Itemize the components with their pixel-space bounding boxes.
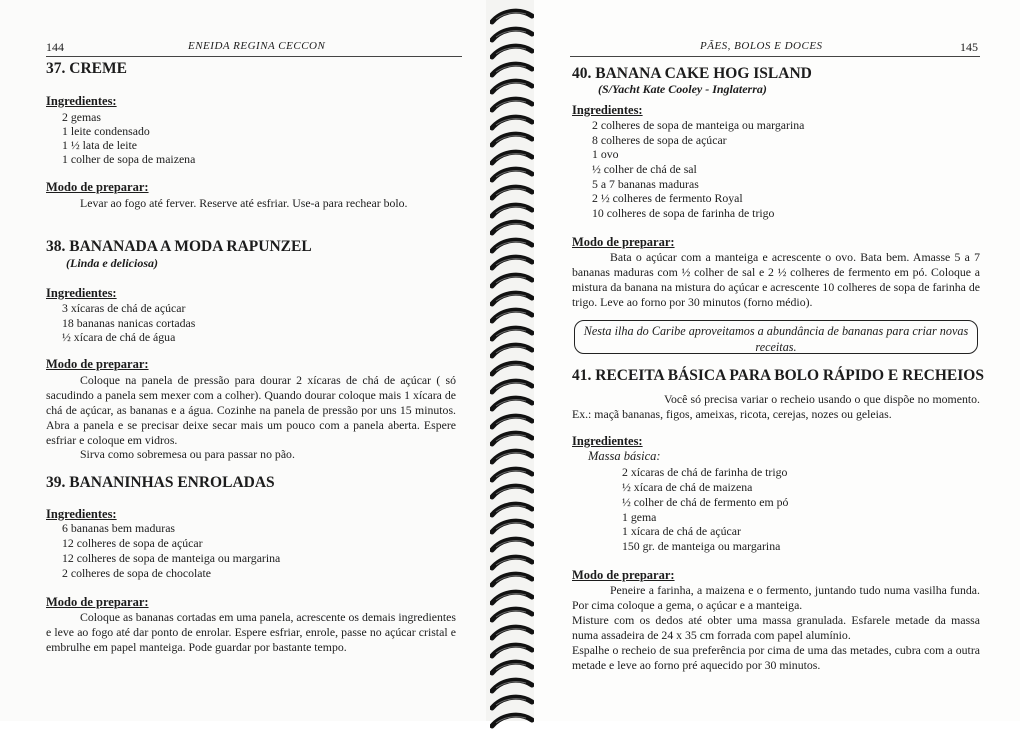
recipe-41-intro: Você só precisa variar o recheio usando o que dispõe no momento. Ex.: maçã bananas, figos, ameixas, ricota, cerejas, nozes ou geleias. bbox=[572, 392, 980, 421]
recipe-40-ingredient: 1 ovo bbox=[592, 147, 619, 161]
recipe-38-subtitle: (Linda e deliciosa) bbox=[66, 256, 158, 270]
recipe-41-ingredient: ½ xícara de chá de maizena bbox=[622, 480, 753, 494]
recipe-40-subtitle: (S/Yacht Kate Cooley - Inglaterra) bbox=[598, 82, 767, 96]
recipe-39-ingredients-label: Ingredientes: bbox=[46, 507, 117, 521]
recipe-41-ingredient: 1 xícara de chá de açúcar bbox=[622, 524, 741, 538]
recipe-41-massa-label: Massa básica: bbox=[588, 449, 661, 463]
spiral-binding bbox=[486, 0, 534, 721]
recipe-37-ingredients-label: Ingredientes: bbox=[46, 94, 117, 108]
recipe-41-prep-label: Modo de preparar: bbox=[572, 568, 675, 582]
recipe-41-ingredient: 1 gema bbox=[622, 510, 657, 524]
recipe-38-ingredient: 3 xícaras de chá de açúcar bbox=[62, 301, 186, 315]
recipe-41-ingredient: ½ colher de chá de fermento em pó bbox=[622, 495, 789, 509]
running-header-right: PÃES, BOLOS E DOCES bbox=[700, 40, 823, 52]
recipe-38-ingredients-label: Ingredientes: bbox=[46, 286, 117, 300]
recipe-40-prep-text: Bata o açúcar com a manteiga e acrescente o ovo. Bata bem. Amasse 5 a 7 bananas maduras com ½ colher de sal e 2 ½ colheres de fermento em pó. Coloque a mistura da banana na mistura do açúcar e acrescente 10 colheres de sopa de farinha de trigo. Leve ao forno por 30 minutos (forno médio). bbox=[572, 250, 980, 309]
recipe-40-note-box: Nesta ilha do Caribe aproveitamos a abundância de bananas para criar novas receitas. bbox=[574, 320, 978, 354]
recipe-40-ingredient: 8 colheres de sopa de açúcar bbox=[592, 133, 727, 147]
recipe-40-ingredient: ½ colher de chá de sal bbox=[592, 162, 697, 176]
recipe-37-prep-label: Modo de preparar: bbox=[46, 180, 149, 194]
recipe-39-ingredient: 6 bananas bem maduras bbox=[62, 521, 176, 535]
recipe-41-title: 41. RECEITA BÁSICA PARA BOLO RÁPIDO E RECHEIOS bbox=[572, 367, 984, 384]
left-page bbox=[0, 0, 486, 721]
recipe-39-prep-label: Modo de preparar: bbox=[46, 595, 149, 609]
recipe-41-ingredient: 2 xícaras de chá de farinha de trigo bbox=[622, 465, 788, 479]
recipe-37-ingredient: 1 leite condensado bbox=[62, 124, 150, 138]
recipe-41-prep-step-3: Espalhe o recheio de sua preferência por cima de uma das metades, cubra com a outra metade e leve ao forno pré aquecido por 30 minutos. bbox=[572, 643, 980, 672]
recipe-38-serving-text: Sirva como sobremesa ou para passar no pão. bbox=[80, 447, 295, 461]
recipe-38-prep-label: Modo de preparar: bbox=[46, 357, 149, 371]
recipe-37-ingredient: 1 ½ lata de leite bbox=[62, 138, 138, 152]
recipe-40-ingredient: 5 a 7 bananas maduras bbox=[592, 177, 699, 191]
recipe-40-prep-label: Modo de preparar: bbox=[572, 235, 675, 249]
header-rule-left bbox=[46, 56, 462, 57]
recipe-38-title: 38. BANANADA A MODA RAPUNZEL bbox=[46, 238, 312, 255]
recipe-39-ingredient: 2 colheres de sopa de chocolate bbox=[62, 566, 212, 580]
recipe-41-ingredient: 150 gr. de manteiga ou margarina bbox=[622, 539, 781, 553]
recipe-37-title: 37. CREME bbox=[46, 60, 127, 77]
recipe-40-ingredient: 2 colheres de sopa de manteiga ou margarina bbox=[592, 118, 805, 132]
recipe-37-ingredient: 2 gemas bbox=[62, 110, 101, 124]
recipe-38-prep-text: Coloque na panela de pressão para dourar 2 xícaras de chá de açúcar ( só sacudindo a panela sem mexer com a colher). Quando dourar coloque mais 1 xícara de chá de açúcar, as bananas e a água. Cozinhe na panela de pressão por uns 15 minutos. Abra a panela e se precisar deixe secar mais um pouco com a panela aberta. Espere esfriar e coloque em vidros. bbox=[46, 373, 456, 447]
recipe-40-title: 40. BANANA CAKE HOG ISLAND bbox=[572, 65, 812, 82]
recipe-41-prep-step-2: Misture com os dedos até obter uma massa granulada. Esfarele metade da massa numa assadeira de 24 x 35 cm forrada com papel alumínio. bbox=[572, 613, 980, 642]
recipe-39-title: 39. BANANINHAS ENROLADAS bbox=[46, 474, 275, 491]
binding-coil bbox=[490, 710, 534, 736]
header-rule-right bbox=[570, 56, 980, 57]
recipe-41-ingredients-label: Ingredientes: bbox=[572, 434, 643, 448]
recipe-39-prep-text: Coloque as bananas cortadas em uma panela, acrescente os demais ingredientes e leve ao fogo até dar ponto de enrolar. Espere esfriar, enrole, passe no açúcar cristal e embrulhe em papel manteiga. Pode guardar por bastante tempo. bbox=[46, 610, 456, 654]
recipe-40-ingredient: 2 ½ colheres de fermento Royal bbox=[592, 191, 743, 205]
recipe-40-ingredient: 10 colheres de sopa de farinha de trigo bbox=[592, 206, 775, 220]
recipe-37-prep-text: Levar ao fogo até ferver. Reserve até esfriar. Use-a para rechear bolo. bbox=[80, 196, 408, 210]
running-header-left: ENEIDA REGINA CECCON bbox=[188, 40, 326, 52]
recipe-41-prep-step-1: Peneire a farinha, a maizena e o fermento, juntando tudo numa vasilha funda. Por cima coloque a gema, o açúcar e a manteiga. bbox=[572, 583, 980, 612]
recipe-39-ingredient: 12 colheres de sopa de manteiga ou margarina bbox=[62, 551, 281, 565]
recipe-37-ingredient: 1 colher de sopa de maizena bbox=[62, 152, 196, 166]
right-page bbox=[534, 0, 1020, 721]
page-number-left: 144 bbox=[46, 40, 64, 54]
recipe-40-ingredients-label: Ingredientes: bbox=[572, 103, 643, 117]
recipe-38-ingredient: ½ xícara de chá de água bbox=[62, 330, 176, 344]
recipe-38-ingredient: 18 bananas nanicas cortadas bbox=[62, 316, 196, 330]
recipe-39-ingredient: 12 colheres de sopa de açúcar bbox=[62, 536, 203, 550]
page-number-right: 145 bbox=[960, 40, 978, 54]
